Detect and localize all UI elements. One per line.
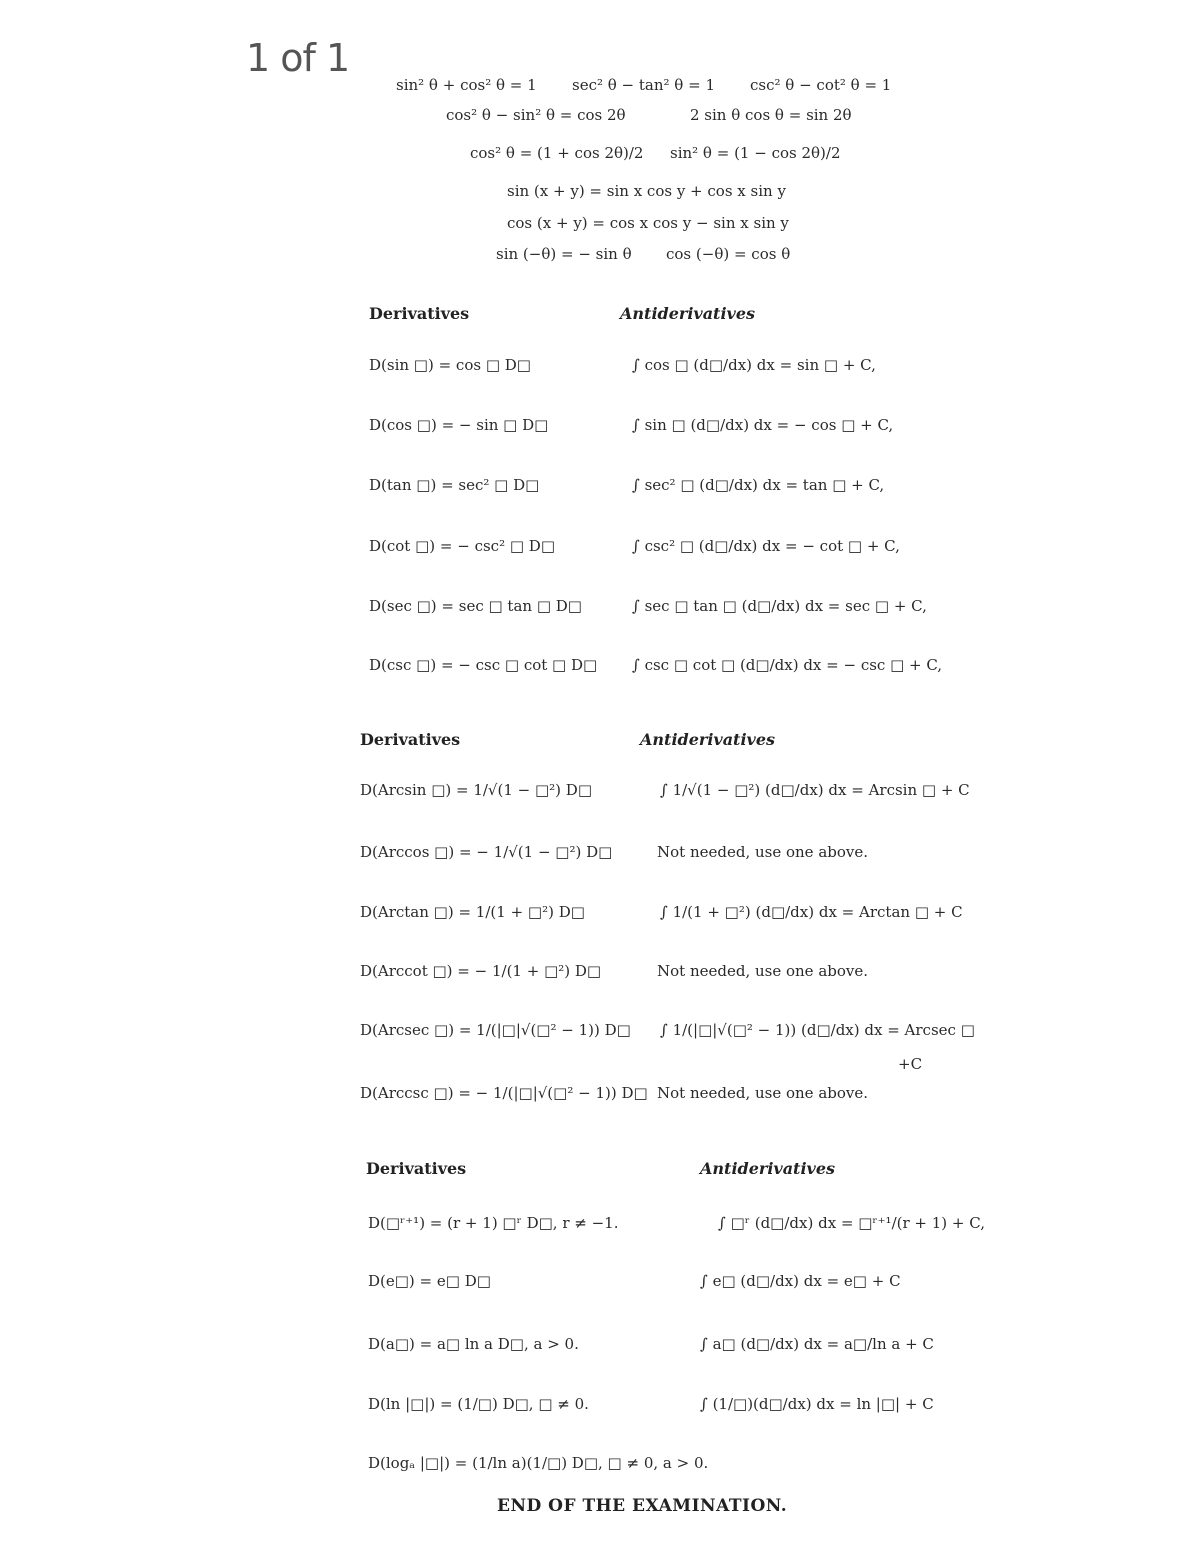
deriv-ln: D(ln |□|) = (1/□) D□, □ ≠ 0.	[368, 1395, 589, 1413]
antideriv-ln: ∫ (1/□)(d□/dx) dx = ln |□| + C	[700, 1395, 934, 1413]
antideriv-power: ∫ □ʳ (d□/dx) dx = □ʳ⁺¹/(r + 1) + C,	[718, 1214, 985, 1232]
antideriv-cos: ∫ cos □ (d□/dx) dx = sin □ + C,	[632, 356, 876, 374]
identity-half-angle-sin: sin² θ = (1 − cos 2θ)/2	[670, 144, 841, 162]
identity-pythagorean-sin-cos: sin² θ + cos² θ = 1	[396, 76, 537, 94]
antideriv-csc-cot: ∫ csc □ cot □ (d□/dx) dx = − csc □ + C,	[632, 656, 943, 674]
deriv-arccos: D(Arccos □) = − 1/√(1 − □²) D□	[360, 843, 613, 861]
identity-sum-sin: sin (x + y) = sin x cos y + cos x sin y	[507, 182, 786, 200]
header-derivatives-trig: Derivatives	[369, 304, 470, 323]
deriv-power: D(□ʳ⁺¹) = (r + 1) □ʳ D□, r ≠ −1.	[368, 1214, 619, 1232]
header-derivatives-exp: Derivatives	[366, 1159, 467, 1178]
antideriv-sec2: ∫ sec² □ (d□/dx) dx = tan □ + C,	[632, 476, 885, 494]
deriv-csc: D(csc □) = − csc □ cot □ D□	[369, 656, 598, 674]
deriv-sin: D(sin □) = cos □ D□	[369, 356, 531, 374]
end-of-examination: END OF THE EXAMINATION.	[497, 1496, 788, 1516]
antideriv-arcsec: ∫ 1/(|□|√(□² − 1)) (d□/dx) dx = Arcsec □	[660, 1021, 975, 1039]
identity-pythagorean-csc-cot: csc² θ − cot² θ = 1	[750, 76, 892, 94]
antideriv-exp-a: ∫ a□ (d□/dx) dx = a□/ln a + C	[700, 1335, 934, 1353]
deriv-arcsin: D(Arcsin □) = 1/√(1 − □²) D□	[360, 781, 592, 799]
identity-double-angle-cos: cos² θ − sin² θ = cos 2θ	[446, 106, 626, 124]
note-not-needed-arccot: Not needed, use one above.	[657, 962, 869, 980]
identity-even-cos: cos (−θ) = cos θ	[666, 245, 791, 263]
header-antiderivatives-inverse: Antiderivatives	[640, 730, 776, 749]
antideriv-arcsin: ∫ 1/√(1 − □²) (d□/dx) dx = Arcsin □ + C	[660, 781, 970, 799]
deriv-arccsc: D(Arccsc □) = − 1/(|□|√(□² − 1)) D□	[360, 1084, 648, 1102]
identity-pythagorean-sec-tan: sec² θ − tan² θ = 1	[572, 76, 715, 94]
deriv-log-a: D(logₐ |□|) = (1/ln a)(1/□) D□, □ ≠ 0, a > 0.	[368, 1454, 709, 1472]
deriv-exp-e: D(e□) = e□ D□	[368, 1272, 491, 1290]
identity-half-angle-cos: cos² θ = (1 + cos 2θ)/2	[470, 144, 644, 162]
deriv-tan: D(tan □) = sec² □ D□	[369, 476, 540, 494]
deriv-cos: D(cos □) = − sin □ D□	[369, 416, 549, 434]
deriv-exp-a: D(a□) = a□ ln a D□, a > 0.	[368, 1335, 579, 1353]
antideriv-sin: ∫ sin □ (d□/dx) dx = − cos □ + C,	[632, 416, 894, 434]
antideriv-csc2: ∫ csc² □ (d□/dx) dx = − cot □ + C,	[632, 537, 900, 555]
note-not-needed-arccsc: Not needed, use one above.	[657, 1084, 869, 1102]
antideriv-exp-e: ∫ e□ (d□/dx) dx = e□ + C	[700, 1272, 901, 1290]
deriv-sec: D(sec □) = sec □ tan □ D□	[369, 597, 582, 615]
identity-odd-sin: sin (−θ) = − sin θ	[496, 245, 632, 263]
antideriv-arctan: ∫ 1/(1 + □²) (d□/dx) dx = Arctan □ + C	[660, 903, 963, 921]
header-antiderivatives-trig: Antiderivatives	[620, 304, 756, 323]
deriv-arcsec: D(Arcsec □) = 1/(|□|√(□² − 1)) D□	[360, 1021, 631, 1039]
header-derivatives-inverse: Derivatives	[360, 730, 461, 749]
identity-sum-cos: cos (x + y) = cos x cos y − sin x sin y	[507, 214, 789, 232]
antideriv-sec-tan: ∫ sec □ tan □ (d□/dx) dx = sec □ + C,	[632, 597, 927, 615]
deriv-arctan: D(Arctan □) = 1/(1 + □²) D□	[360, 903, 585, 921]
header-antiderivatives-exp: Antiderivatives	[700, 1159, 836, 1178]
antideriv-arcsec-constant: +C	[898, 1055, 923, 1073]
deriv-arccot: D(Arccot □) = − 1/(1 + □²) D□	[360, 962, 602, 980]
page-counter: 1 of 1	[246, 36, 350, 80]
identity-double-angle-sin: 2 sin θ cos θ = sin 2θ	[690, 106, 852, 124]
deriv-cot: D(cot □) = − csc² □ D□	[369, 537, 555, 555]
note-not-needed-arccos: Not needed, use one above.	[657, 843, 869, 861]
